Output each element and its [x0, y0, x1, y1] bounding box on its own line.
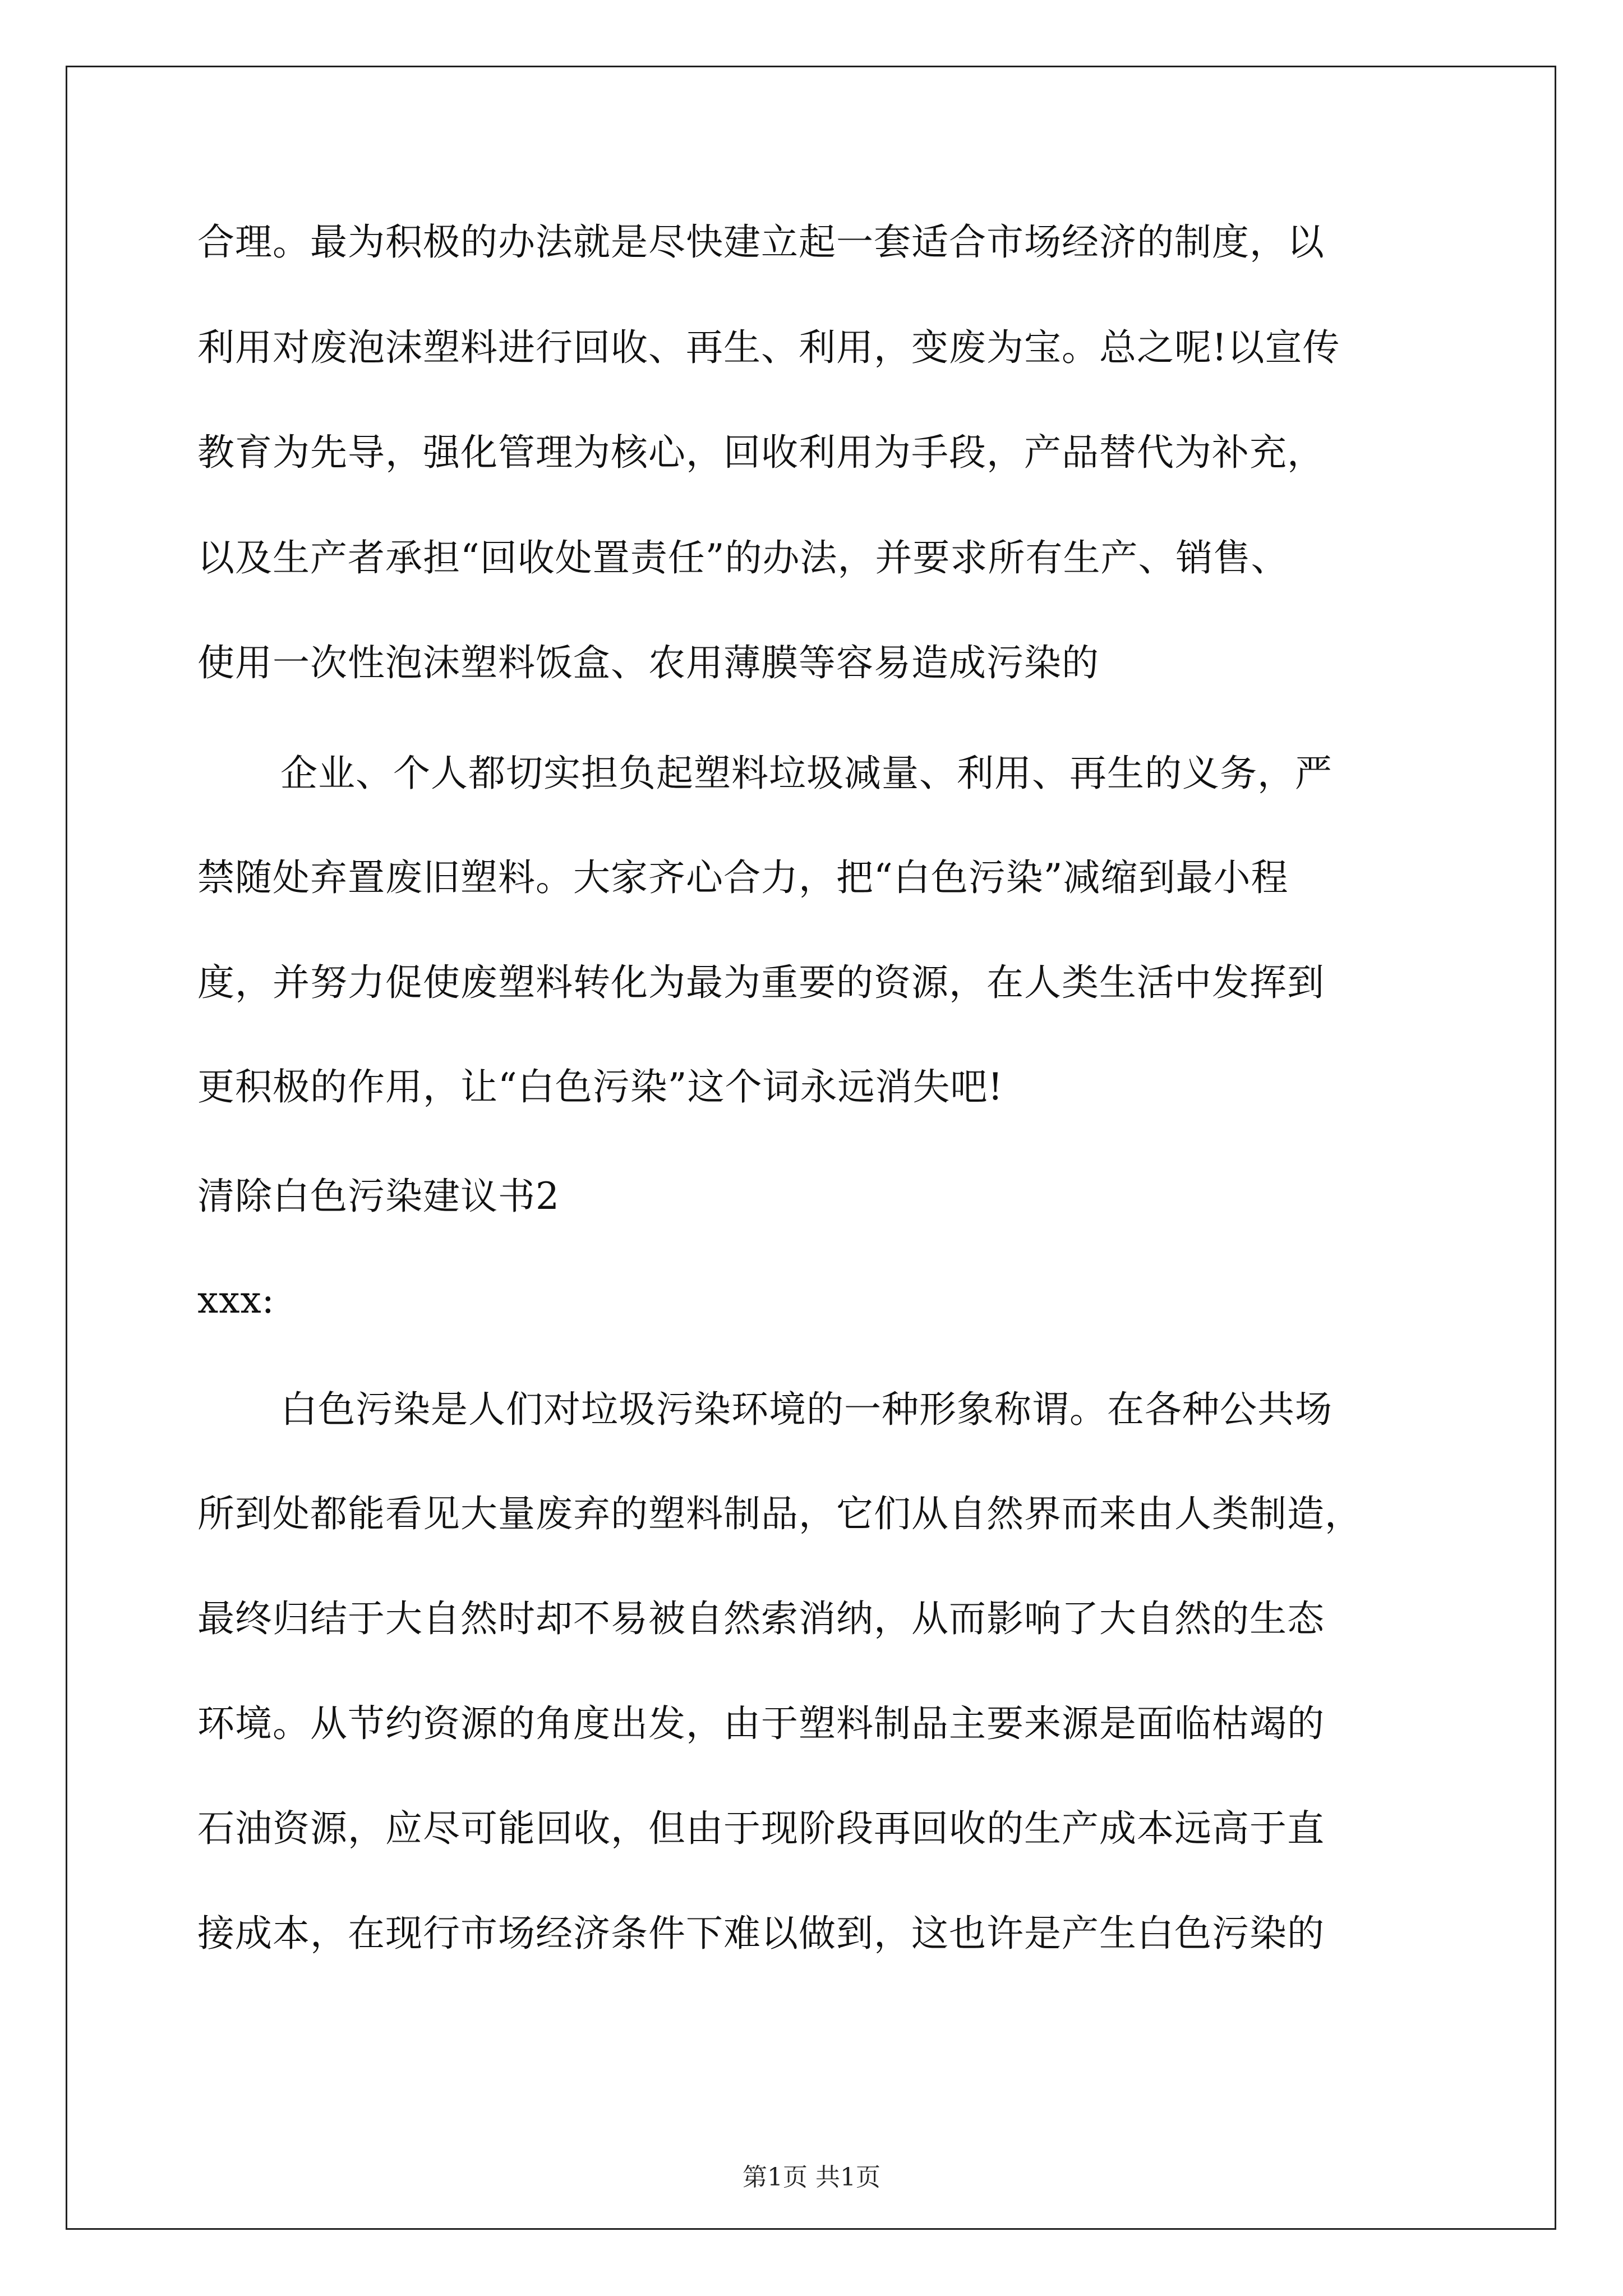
text-line: 环境。从节约资源的角度出发，由于塑料制品主要来源是面临枯竭的 [197, 1702, 1325, 1745]
page-number-footer: 第1页 共1页 [743, 2163, 880, 2192]
section-title: 清除白色污染建议书2 [197, 1175, 560, 1218]
text-line: 合理。最为积极的办法就是尽快建立起一套适合市场经济的制度，以 [197, 220, 1325, 264]
page-border [66, 66, 1556, 2230]
text-line: 教育为先导，强化管理为核心，回收利用为手段，产品替代为补充， [197, 431, 1325, 474]
text-line: 接成本，在现行市场经济条件下难以做到，这也许是产生白色污染的 [197, 1912, 1325, 1955]
text-line: 更积极的作用，让“白色污染”这个词永远消失吧! [197, 1065, 1004, 1108]
text-line: 所到处都能看见大量废弃的塑料制品，它们从自然界而来由人类制造， [197, 1492, 1362, 1535]
paragraph-start-line: 企业、个人都切实担负起塑料垃圾减量、利用、再生的义务，严 [280, 752, 1332, 795]
text-line: 禁随处弃置废旧塑料。大家齐心合力，把“白色污染”减缩到最小程 [197, 856, 1289, 899]
salutation: xxx: [197, 1278, 275, 1322]
text-line: 最终归结于大自然时却不易被自然索消纳，从而影响了大自然的生态 [197, 1597, 1325, 1640]
text-line: 石油资源，应尽可能回收，但由于现阶段再回收的生产成本远高于直 [197, 1807, 1325, 1850]
text-line: 利用对废泡沫塑料进行回收、再生、利用，变废为宝。总之呢!以宣传 [197, 326, 1340, 369]
text-line: 度，并努力促使废塑料转化为最为重要的资源，在人类生活中发挥到 [197, 961, 1325, 1004]
paragraph-start-line: 白色污染是人们对垃圾污染环境的一种形象称谓。在各种公共场 [280, 1388, 1332, 1431]
text-line: 以及生产者承担“回收处置责任”的办法，并要求所有生产、销售、 [197, 536, 1289, 579]
text-line: 使用一次性泡沫塑料饭盒、农用薄膜等容易造成污染的 [197, 641, 1099, 684]
